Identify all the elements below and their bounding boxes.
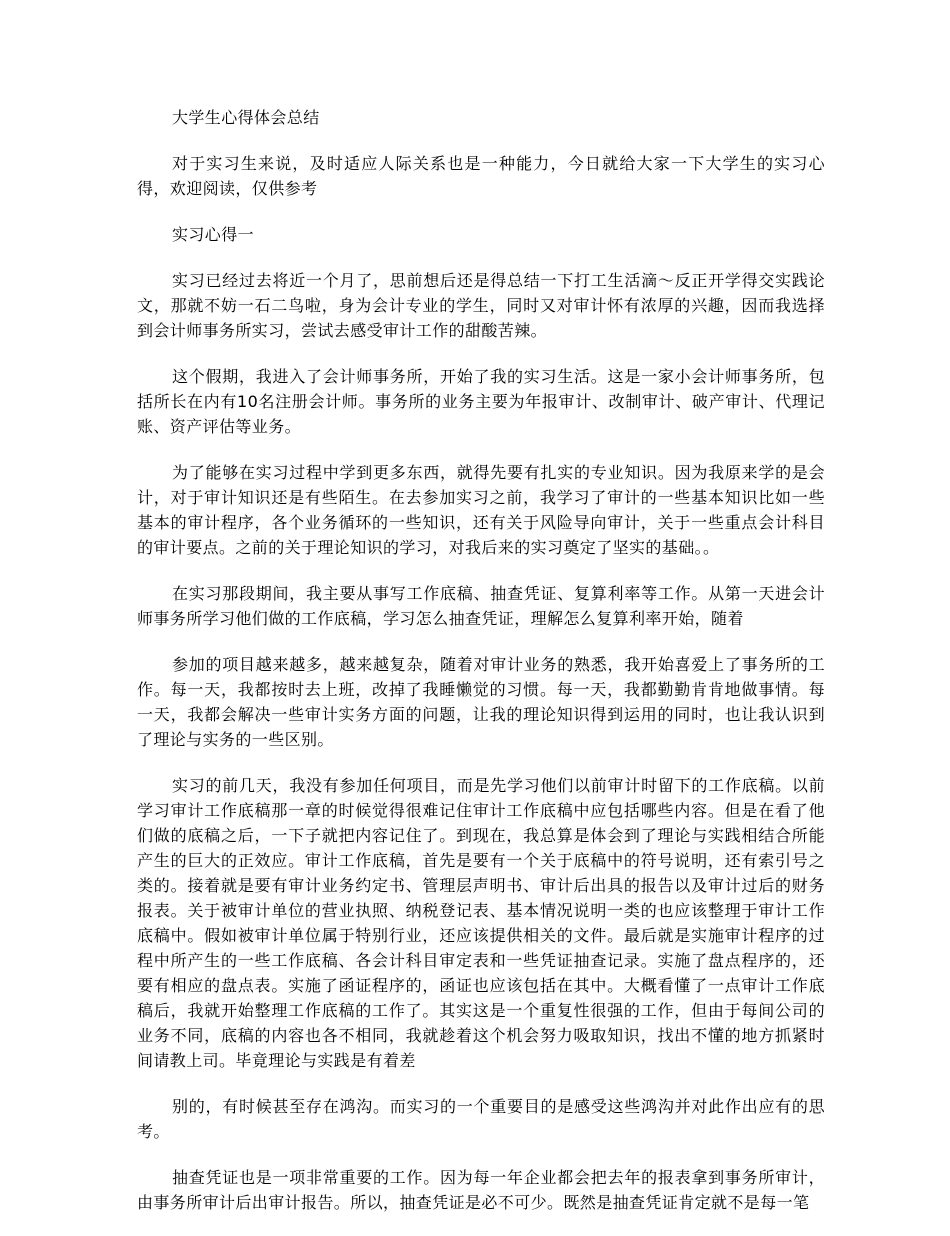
document-body	[137, 105, 825, 1236]
body-paragraph: 实习的前几天，我没有参加任何项目，而是先学习他们以前审计时留下的工作底稿。以前学习审计工作底稿那一章的时候觉得很难记住审计工作底稿中应包括哪些内容。但是在看了他们做的底稿之后，一下子就把内容记住了。到现在，我总算是体会到了理论与实践相结合所能产生的巨大的正效应。审计工作底稿，首先是要有一个关于底稿中的符号说明，还有索引号之类的。接着就是要有审计业务约定书、管理层声明书、审计后出具的报告以及审计过后的财务报表。关于被审计单位的营业执照、纳税登记表、基本情况说明一类的也应该整理于审计工作底稿中。假如被审计单位属于特别行业，还应该提供相关的文件。最后就是实施审计程序的过程中所产生的一些工作底稿、各会计科目审定表和一些凭证抽查记录。实施了盘点程序的，还要有相应的盘点表。实施了函证程序的，函证也应该包括在其中。大概看懂了一点审计工作底稿后，我就开始整理工作底稿的工作了。其实这是一个重复性很强的工作，但由于每间公司的业务不同，底稿的内容也各不相同，我就趁着这个机会努力吸取知识，找出不懂的地方抓紧时间请教上司。毕竟理论与实践是有着差	[137, 776, 825, 1070]
section-heading: 实习心得一	[172, 225, 255, 244]
body-paragraph: 为了能够在实习过程中学到更多东西，就得先要有扎实的专业知识。因为我原来学的是会计，对于审计知识还是有些陌生。在去参加实习之前，我学习了审计的一些基本知识比如一些基本的审计程序，各个业务循环的一些知识，还有关于风险导向审计，关于一些重点会计科目的审计要点。之前的关于理论知识的学习，对我后来的实习奠定了坚实的基础。。	[137, 463, 825, 557]
intro-paragraph: 对于实习生来说，及时适应人际关系也是一种能力，今日就给大家一下大学生的实习心得，欢迎阅读，仅供参考	[137, 154, 825, 198]
body-paragraph: 别的，有时候甚至存在鸿沟。而实习的一个重要目的是感受这些鸿沟并对此作出应有的思考。	[137, 1097, 825, 1141]
body-paragraph: 实习已经过去将近一个月了，思前想后还是得总结一下打工生活滴～反正开学得交实践论文，那就不妨一石二鸟啦，身为会计专业的学生，同时又对审计怀有浓厚的兴趣，因而我选择到会计师事务所实习，尝试去感受审计工作的甜酸苦辣。	[137, 271, 825, 340]
document-title: 大学生心得体会总结	[172, 108, 320, 127]
body-paragraph: 抽查凭证也是一项非常重要的工作。因为每一年企业都会把去年的报表拿到事务所审计，由事务所审计后出审计报告。所以，抽查凭证是必不可少。既然是抽查凭证肯定就不是每一笔	[137, 1168, 825, 1212]
body-paragraph: 参加的项目越来越多，越来越复杂，随着对审计业务的熟悉，我开始喜爱上了事务所的工作。每一天，我都按时去上班，改掉了我睡懒觉的习惯。每一天，我都勤勤肯肯地做事情。每一天，我都会解决一些审计实务方面的问题，让我的理论知识得到运用的同时，也让我认识到了理论与实务的一些区别。	[137, 655, 825, 749]
body-paragraph: 这个假期，我进入了会计师事务所，开始了我的实习生活。这是一家小会计师事务所，包括所长在内有10名注册会计师。事务所的业务主要为年报审计、改制审计、破产审计、代理记账、资产评估等业务。	[137, 367, 825, 436]
body-paragraph: 在实习那段期间，我主要从事写工作底稿、抽查凭证、复算利率等工作。从第一天进会计师事务所学习他们做的工作底稿，学习怎么抽查凭证，理解怎么复算利率开始，随着	[137, 584, 825, 628]
